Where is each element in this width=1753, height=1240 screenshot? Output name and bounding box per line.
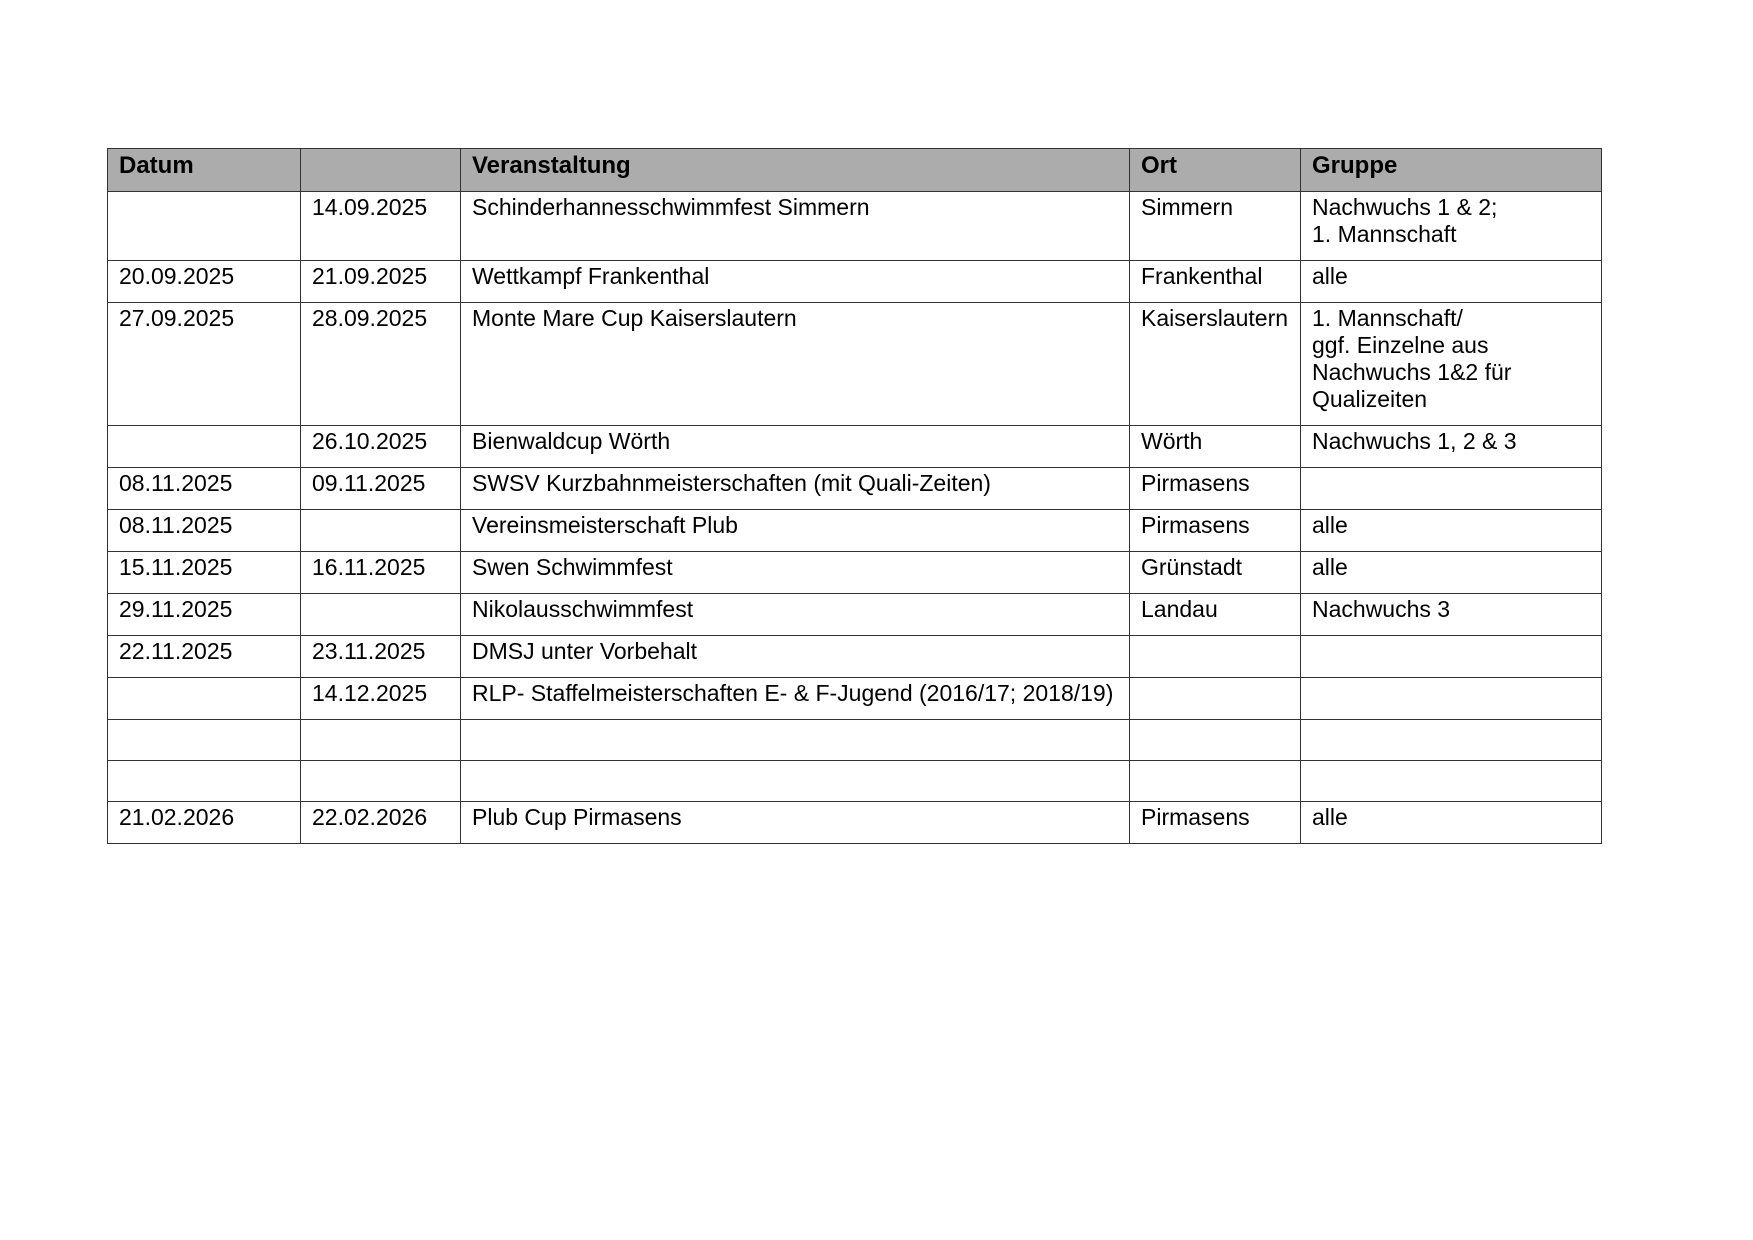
cell-event: DMSJ unter Vorbehalt <box>461 636 1130 678</box>
cell-start-date: 08.11.2025 <box>108 468 301 510</box>
cell-event: SWSV Kurzbahnmeisterschaften (mit Quali-Zeiten) <box>461 468 1130 510</box>
table-row <box>108 761 1602 802</box>
cell-start-date: 21.02.2026 <box>108 802 301 844</box>
cell-location: Landau <box>1130 594 1301 636</box>
table-header <box>108 149 1602 192</box>
cell-group: alle <box>1301 510 1602 552</box>
table-row <box>108 552 1602 594</box>
cell-end-date: 16.11.2025 <box>301 552 461 594</box>
cell-location: Pirmasens <box>1130 802 1301 844</box>
cell-location <box>1130 636 1301 678</box>
cell-event: Swen Schwimmfest <box>461 552 1130 594</box>
table-row <box>108 510 1602 552</box>
header-gruppe: Gruppe <box>1301 149 1602 192</box>
cell-location: Simmern <box>1130 192 1301 261</box>
cell-group: alle <box>1301 261 1602 303</box>
cell-location: Wörth <box>1130 426 1301 468</box>
table-row <box>108 192 1602 261</box>
cell-event: Plub Cup Pirmasens <box>461 802 1130 844</box>
cell-start-date: 08.11.2025 <box>108 510 301 552</box>
cell-start-date: 15.11.2025 <box>108 552 301 594</box>
cell-group <box>1301 720 1602 761</box>
cell-group: alle <box>1301 802 1602 844</box>
cell-group: Nachwuchs 1, 2 & 3 <box>1301 426 1602 468</box>
cell-end-date: 26.10.2025 <box>301 426 461 468</box>
table-row <box>108 802 1602 844</box>
cell-group: alle <box>1301 552 1602 594</box>
cell-group <box>1301 468 1602 510</box>
header-ort: Ort <box>1130 149 1301 192</box>
cell-event: Schinderhannesschwimmfest Simmern <box>461 192 1130 261</box>
cell-start-date <box>108 192 301 261</box>
cell-start-date: 20.09.2025 <box>108 261 301 303</box>
table-row <box>108 468 1602 510</box>
cell-end-date: 14.12.2025 <box>301 678 461 720</box>
cell-event: RLP- Staffelmeisterschaften E- & F-Jugend (2016/17; 2018/19) <box>461 678 1130 720</box>
cell-event: Monte Mare Cup Kaiserslautern <box>461 303 1130 426</box>
table-row <box>108 636 1602 678</box>
cell-end-date <box>301 720 461 761</box>
cell-start-date: 29.11.2025 <box>108 594 301 636</box>
header-datum: Datum <box>108 149 301 192</box>
cell-start-date: 27.09.2025 <box>108 303 301 426</box>
header-row <box>108 149 1602 192</box>
cell-end-date: 22.02.2026 <box>301 802 461 844</box>
cell-group <box>1301 678 1602 720</box>
table-row <box>108 678 1602 720</box>
cell-event: Nikolausschwimmfest <box>461 594 1130 636</box>
cell-location: Pirmasens <box>1130 510 1301 552</box>
cell-end-date: 09.11.2025 <box>301 468 461 510</box>
cell-location: Pirmasens <box>1130 468 1301 510</box>
cell-end-date: 21.09.2025 <box>301 261 461 303</box>
cell-event: Bienwaldcup Wörth <box>461 426 1130 468</box>
table-row <box>108 303 1602 426</box>
table-row <box>108 594 1602 636</box>
table-row <box>108 261 1602 303</box>
cell-end-date <box>301 594 461 636</box>
cell-event <box>461 720 1130 761</box>
cell-group: Nachwuchs 1 & 2; 1. Mannschaft <box>1301 192 1602 261</box>
cell-event: Wettkampf Frankenthal <box>461 261 1130 303</box>
competition-schedule-table <box>107 148 1602 844</box>
header-veranstaltung: Veranstaltung <box>461 149 1130 192</box>
table-row <box>108 426 1602 468</box>
cell-location: Grünstadt <box>1130 552 1301 594</box>
header-end-date <box>301 149 461 192</box>
cell-start-date <box>108 678 301 720</box>
cell-end-date: 28.09.2025 <box>301 303 461 426</box>
cell-group <box>1301 761 1602 802</box>
cell-start-date <box>108 761 301 802</box>
cell-start-date: 22.11.2025 <box>108 636 301 678</box>
cell-end-date: 23.11.2025 <box>301 636 461 678</box>
cell-start-date <box>108 720 301 761</box>
cell-group <box>1301 636 1602 678</box>
cell-event: Vereinsmeisterschaft Plub <box>461 510 1130 552</box>
cell-start-date <box>108 426 301 468</box>
cell-end-date <box>301 510 461 552</box>
cell-group: 1. Mannschaft/ ggf. Einzelne aus Nachwuchs 1&2 für Qualizeiten <box>1301 303 1602 426</box>
cell-end-date: 14.09.2025 <box>301 192 461 261</box>
cell-location <box>1130 720 1301 761</box>
cell-location <box>1130 678 1301 720</box>
cell-location: Kaiserslautern <box>1130 303 1301 426</box>
cell-end-date <box>301 761 461 802</box>
table-body <box>108 192 1602 844</box>
cell-location: Frankenthal <box>1130 261 1301 303</box>
cell-event <box>461 761 1130 802</box>
table-row <box>108 720 1602 761</box>
cell-location <box>1130 761 1301 802</box>
cell-group: Nachwuchs 3 <box>1301 594 1602 636</box>
